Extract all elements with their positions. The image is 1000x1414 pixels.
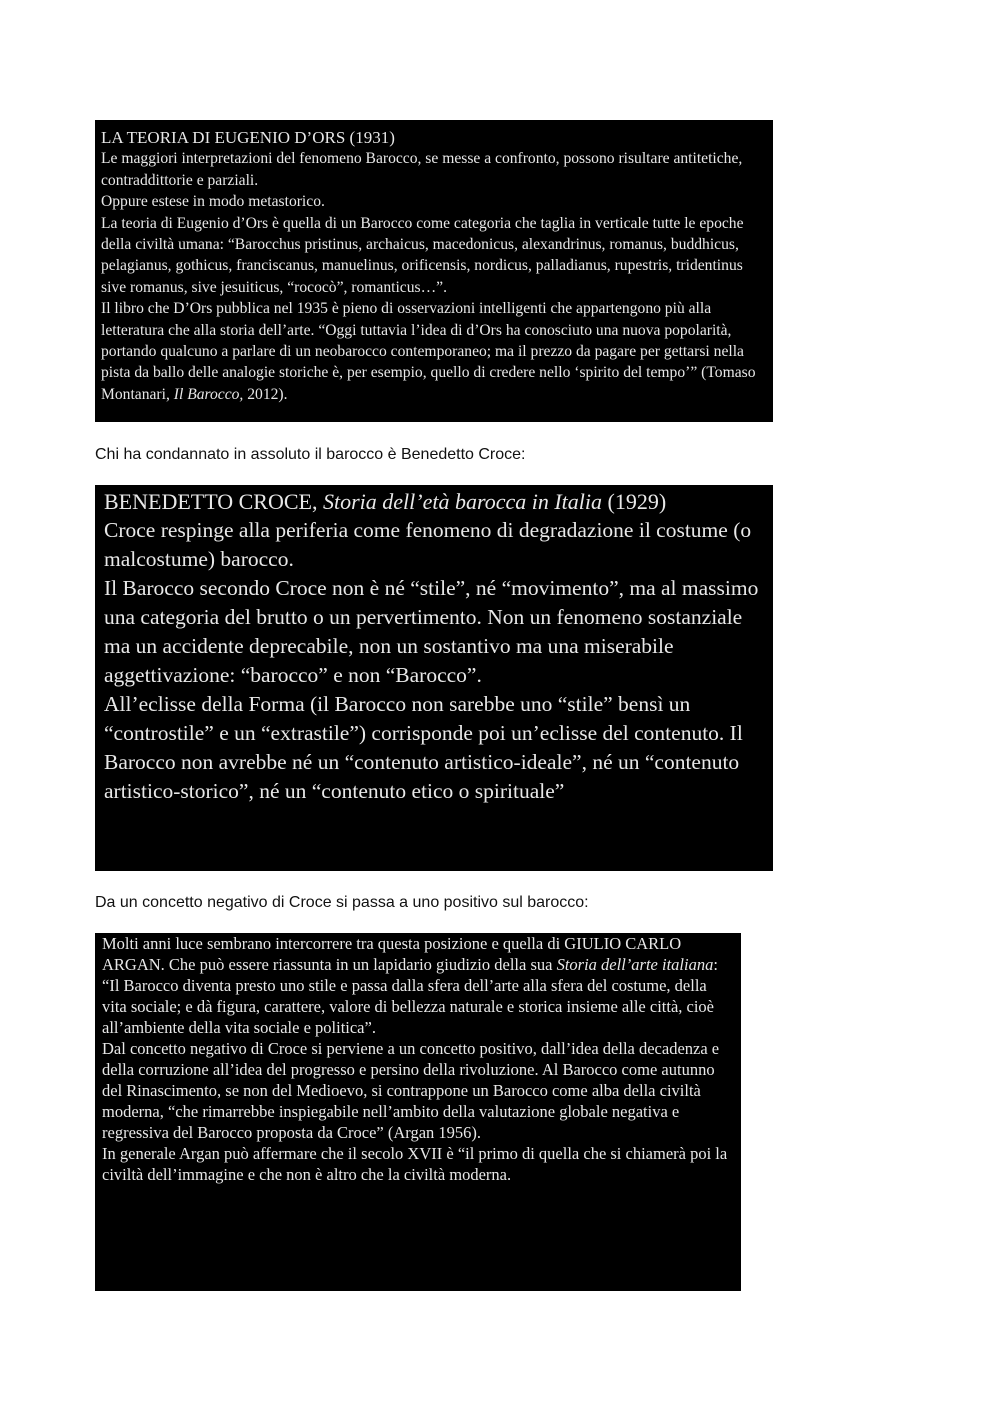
argan-text-main: : “Il Barocco diventa presto uno stile e passa dalla sfera dell’arte alla sfera del costume, della vita sociale; e dà figura, carattere, valore di bellezza naturale e storica insieme alle città, cioè all’ambiente della vita sociale e politica”. Dal concetto negativo di Croce si perviene a un concetto positivo, dall’idea della decadenza e della corruzione all’idea del progresso e persino della rivoluzione. Al Barocco come autunno del Rinascimento, se non del Medioevo, si contrappone un Barocco come alba della civiltà moderna, “che rimarrebbe inspiegabile nell’ambito della valutazione globale negativa e regressiva del Barocco proposta da Croce” (Argan 1956). In generale Argan può affermare che il secolo XVII è “il primo di quella che si chiamerà poi la civiltà dell’immagine e che non è altro che la civiltà moderna. — [102, 955, 728, 1184]
dors-theory-body — [101, 148, 767, 405]
dors-theory-citation-year: 2012). — [243, 385, 288, 403]
argan-text-intro: Molti anni luce sembrano intercorrere tra questa posizione e quella di GIULIO CARLO ARGAN. Che può essere riassunta in un lapidario giudizio della sua — [102, 934, 685, 974]
croce-author: BENEDETTO CROCE, — [104, 489, 323, 514]
argan-image — [95, 933, 741, 1291]
argan-book-title: Storia dell’arte italiana — [556, 955, 714, 974]
montanari-book-title: Il Barocco, — [173, 385, 244, 403]
dors-theory-image — [95, 120, 773, 422]
dors-theory-text: Le maggiori interpretazioni del fenomeno Barocco, se messe a confronto, possono risultare antitetiche, contraddittorie e parziali. Oppure estese in modo metastorico. La teoria di Eugenio d’Ors è quella di un Barocco come categoria che taglia in verticale tutte le epoche della civiltà umana: “Barocchus pristinus, archaicus, macedonicus, alexandrinus, romanus, buddhicus, pelagianus, gothicus, franciscanus, manuelinus, orificensis, nordicus, palladianus, rupestris, tridentinus sive romanus, sive jesuiticus, “rococò”, romanticus…”. Il libro che D’Ors pubblica nel 1935 è pieno di osservazioni intelligenti che appartengono più alla letteratura che alla storia dell’arte. “Oggi tuttavia l’idea di d’Ors ha conosciuto una nuova popolarità, portando qualcuno a parlare di un neobarocco contemporaneo; ma il prezzo da pagare per gettarsi nella pista da ballo delle analogie storiche è, per esempio, quello di credere nello ‘spirito del tempo’” (Tomaso Montanari, — [101, 150, 756, 403]
croce-year: (1929) — [602, 489, 667, 514]
argan-caption: Da un concetto negativo di Croce si passa a uno positivo sul barocco: — [95, 894, 589, 911]
croce-image — [95, 485, 773, 871]
croce-body: Croce respinge alla periferia come fenomeno di degradazione il costume (o malcostume) barocco. Il Barocco secondo Croce non è né “stile”, né “movimento”, ma al massimo una categoria del brutto o un pervertimento. Non un fenomeno sostanziale ma un accidente deprecabile, non un sostantivo ma una miserabile aggettivazione: “barocco” e non “Barocco”. All’eclisse della Forma (il Barocco non sarebbe uno “stile” bensì un “controstile” e un “extrastile”) corrisponde poi un’eclisse del contenuto. Il Barocco non avrebbe né un “contenuto artistico-ideale”, né un “contenuto artistico-storico”, né un “contenuto etico o spirituale” — [104, 518, 759, 803]
argan-body — [102, 933, 735, 1185]
dors-theory-title: LA TEORIA DI EUGENIO D’ORS (1931) — [101, 128, 395, 147]
croce-work-title: Storia dell’età barocca in Italia — [322, 489, 603, 514]
croce-caption: Chi ha condannato in assoluto il barocco è Benedetto Croce: — [95, 446, 526, 463]
croce-title — [104, 487, 765, 516]
